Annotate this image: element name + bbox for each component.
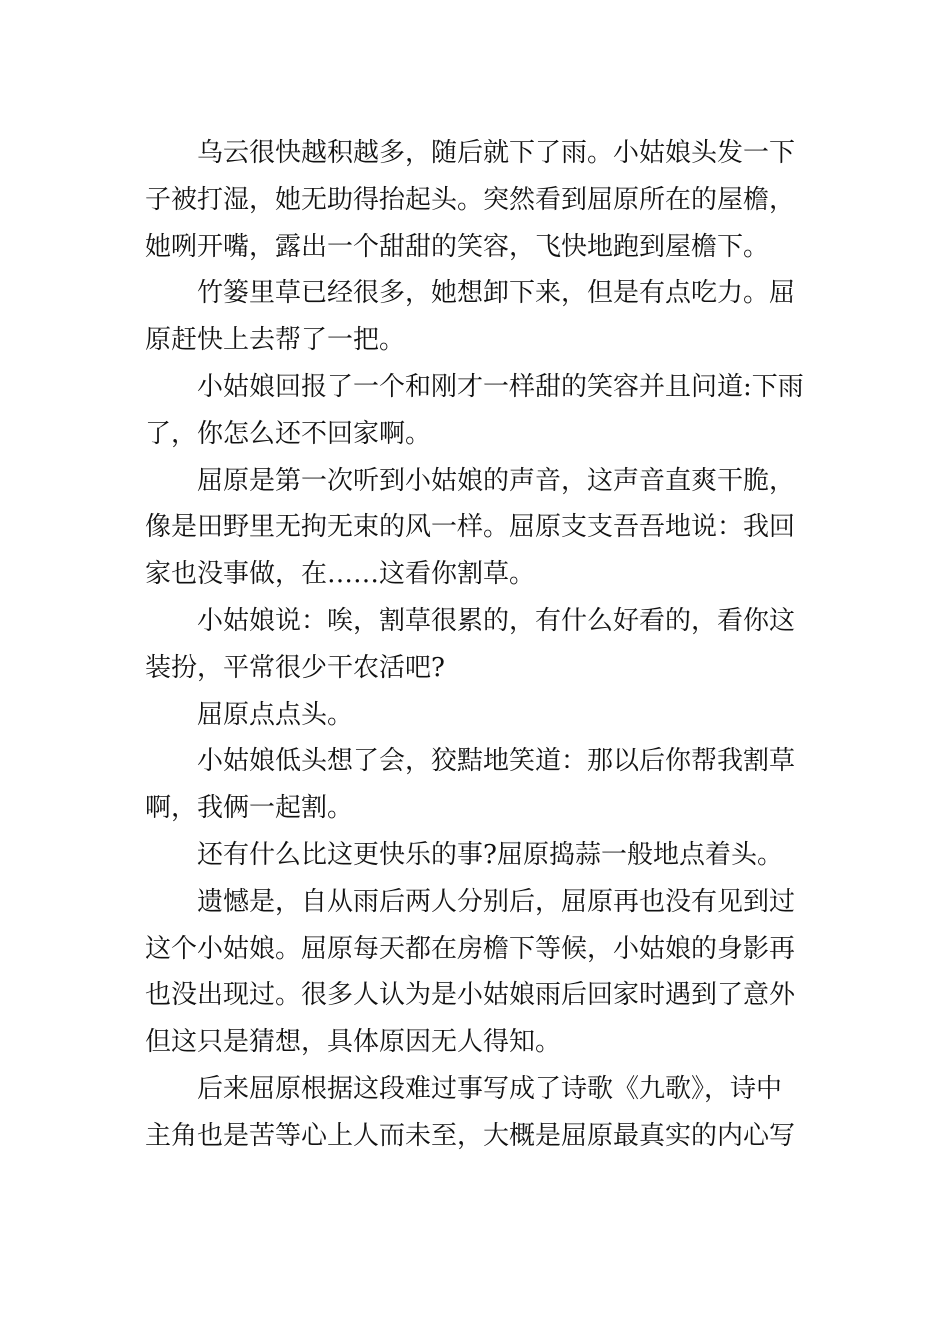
text-line: 遗憾是，自从雨后两人分别后，屈原再也没有见到过 [197, 886, 796, 917]
text-line: 主角也是苦等心上人而未至，大概是屈原最真实的内心写 [145, 1120, 796, 1151]
text-line: 了，你怎么还不回家啊。 [145, 418, 432, 449]
text-line: 竹篓里草已经很多，她想卸下来，但是有点吃力。屈 [197, 278, 796, 309]
text-line: 啊，我俩一起割。 [145, 793, 354, 824]
text-line: 也没出现过。很多人认为是小姑娘雨后回家时遇到了意外 [145, 980, 796, 1011]
body-text [145, 130, 810, 1160]
text-line: 后来屈原根据这段难过事写成了诗歌《九歌》，诗中 [197, 1073, 783, 1104]
text-line: 但这只是猜想，具体原因无人得知。 [145, 1027, 562, 1058]
text-line: 小姑娘说：唉，割草很累的，有什么好看的，看你这 [197, 605, 796, 636]
text-line: 子被打湿，她无助得抬起头。突然看到屈原所在的屋檐， [145, 184, 796, 215]
text-line: 装扮，平常很少干农活吧? [145, 652, 445, 683]
text-line: 像是田野里无拘无束的风一样。屈原支支吾吾地说：我回 [145, 512, 796, 543]
text-line: 这个小姑娘。屈原每天都在房檐下等候，小姑娘的身影再 [145, 933, 796, 964]
text-line: 屈原是第一次听到小姑娘的声音，这声音直爽干脆， [197, 465, 796, 496]
text-line: 小姑娘回报了一个和刚才一样甜的笑容并且问道:下雨 [197, 371, 804, 402]
text-line: 原赶快上去帮了一把。 [145, 325, 406, 356]
text-line: 还有什么比这更快乐的事?屈原捣蒜一般地点着头。 [197, 839, 783, 870]
text-line: 乌云很快越积越多，随后就下了雨。小姑娘头发一下 [197, 138, 796, 168]
text-line: 她咧开嘴，露出一个甜甜的笑容，飞快地跑到屋檐下。 [145, 231, 770, 262]
text-line: 小姑娘低头想了会，狡黠地笑道：那以后你帮我割草 [197, 746, 796, 777]
text-line: 屈原点点头。 [197, 699, 354, 730]
text-line: 家也没事做，在……这看你割草。 [145, 559, 536, 590]
